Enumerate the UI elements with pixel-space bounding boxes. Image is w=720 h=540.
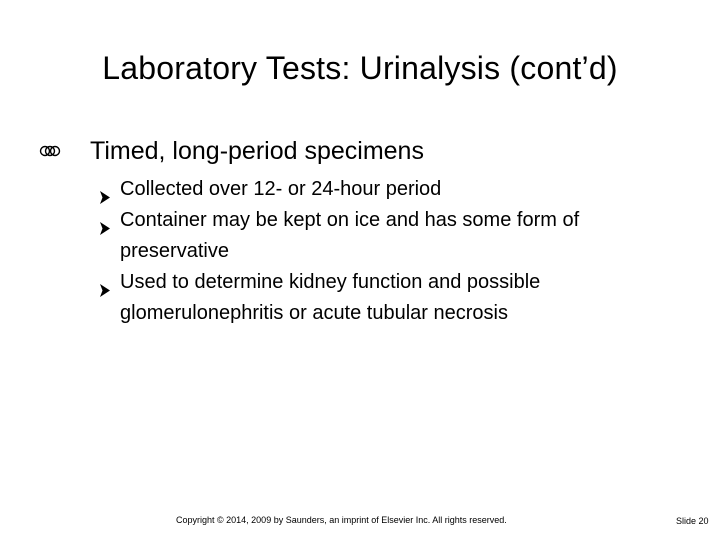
arrowhead-icon — [100, 183, 110, 196]
sub-bullet-item — [100, 267, 660, 329]
copyright-footer: Copyright © 2014, 2009 by Saunders, an imprint of Elsevier Inc. All rights reserved. — [176, 515, 507, 525]
sub-bullet-list — [100, 174, 660, 329]
sub-bullet-text: Collected over 12- or 24-hour period — [120, 178, 442, 200]
slide-title: Laboratory Tests: Urinalysis (cont’d) — [102, 50, 618, 86]
sub-bullet-item — [100, 174, 660, 205]
arrowhead-icon — [100, 276, 110, 289]
overlapping-loops-icon — [38, 144, 62, 158]
arrowhead-icon — [100, 214, 110, 227]
sub-bullet-text: Used to determine kidney function and possible glomerulonephritis or acute tubular necrosis — [120, 271, 541, 324]
slide-number: Slide 20 — [676, 516, 709, 526]
sub-bullet-item — [100, 205, 660, 267]
main-bullet-text: Timed, long-period specimens — [90, 137, 424, 165]
sub-bullet-text: Container may be kept on ice and has some form of preservative — [120, 209, 580, 262]
